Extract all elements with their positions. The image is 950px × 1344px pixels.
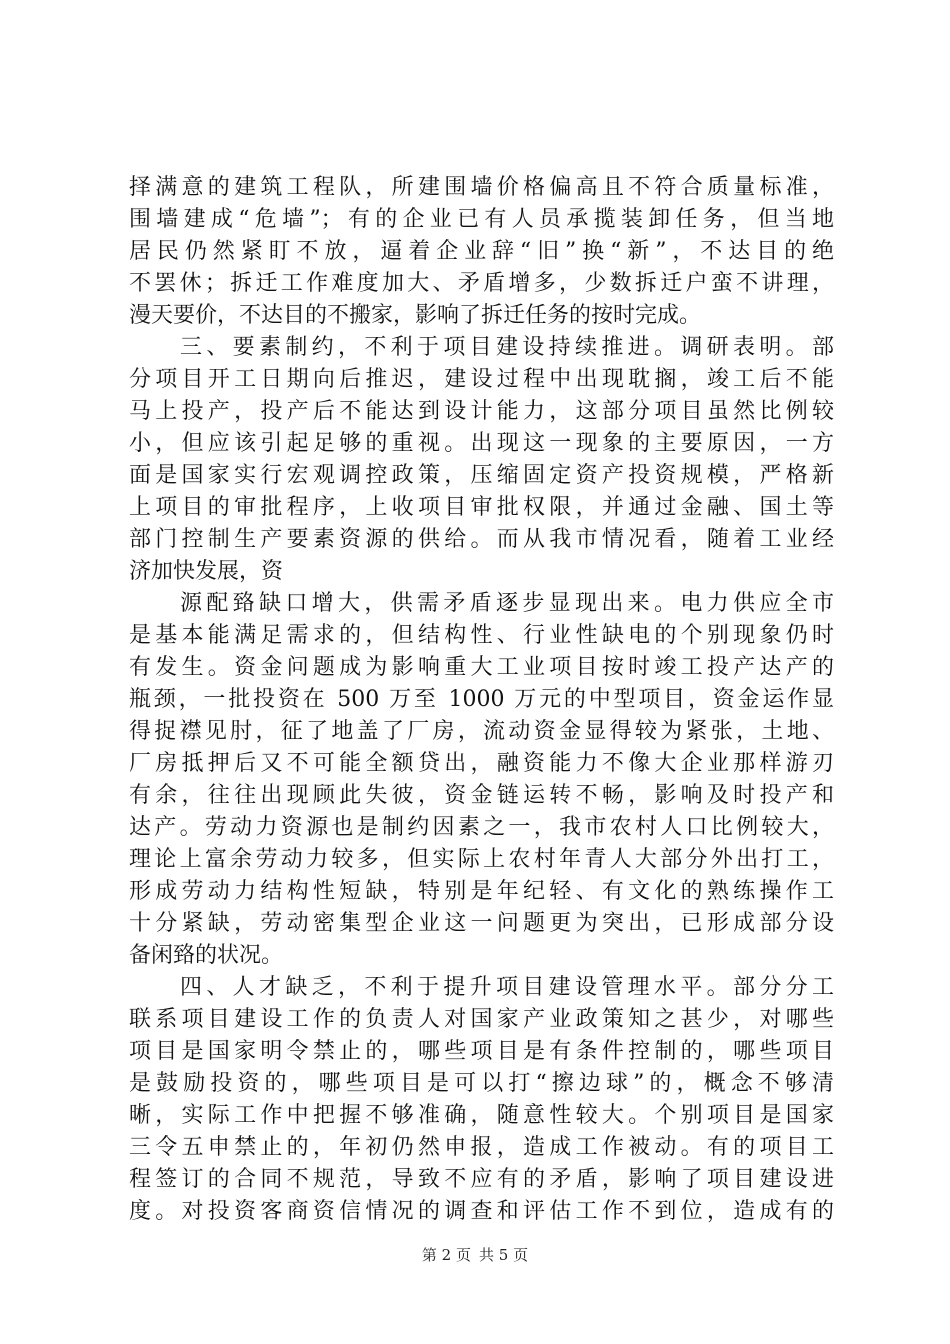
text-line: 分项目开工日期向后推迟，建设过程中出现耽搁，竣工后不能: [129, 367, 834, 392]
text-line: 有发生。资金问题成为影响重大工业项目按时竣工投产达产的: [129, 655, 834, 680]
text-line: 居民仍然紧盯不放，逼着企业辞“旧”换“新”，不达目的绝: [129, 239, 834, 264]
text-line: 十分紧缺，劳动密集型企业这一问题更为突出，已形成部分设: [129, 911, 834, 936]
text-line: 瓶颈，一批投资在 500 万至 1000 万元的中型项目，资金运作显: [129, 687, 834, 712]
text-line: 有余，往往出现顾此失彼，资金链运转不畅，影响及时投产和: [129, 783, 834, 808]
text-line: 漫天要价，不达目的不搬家，影响了拆迁任务的按时完成。: [129, 303, 702, 328]
text-line: 达产。劳动力资源也是制约因素之一，我市农村人口比例较大，: [129, 815, 834, 840]
text-line: 不罢休；拆迁工作难度加大、矛盾增多，少数拆迁户蛮不讲理，: [129, 271, 834, 296]
text-line: 三、要素制约，不利于项目建设持续推进。调研表明。部: [180, 335, 834, 360]
text-line: 理论上富余劳动力较多，但实际上农村年青人大部分外出打工，: [129, 847, 834, 872]
text-line: 上项目的审批程序，上收项目审批权限，并通过金融、国土等: [129, 495, 834, 520]
text-line: 程签订的合同不规范，导致不应有的矛盾，影响了项目建设进: [129, 1167, 834, 1192]
text-line: 厂房抵押后又不可能全额贷出，融资能力不像大企业那样游刃: [129, 751, 834, 776]
text-line: 形成劳动力结构性短缺，特别是年纪轻、有文化的熟练操作工: [129, 879, 834, 904]
text-line: 源配臵缺口增大，供需矛盾逐步显现出来。电力供应全市: [180, 591, 834, 616]
text-line: 是基本能满足需求的，但结构性、行业性缺电的个别现象仍时: [129, 623, 834, 648]
text-line: 备闲臵的状况。: [129, 943, 284, 968]
text-line: 马上投产，投产后不能达到设计能力，这部分项目虽然比例较: [129, 399, 834, 424]
text-line: 小，但应该引起足够的重视。出现这一现象的主要原因，一方: [129, 431, 834, 456]
page-footer: [0, 1245, 950, 1265]
text-line: 项目是国家明令禁止的，哪些项目是有条件控制的，哪些项目: [129, 1039, 834, 1064]
page-number: 第 2 页: [421, 1246, 471, 1264]
text-line: 济加快发展，资: [129, 559, 284, 584]
page-total: 共 5 页: [479, 1246, 529, 1264]
text-line: 是鼓励投资的，哪些项目是可以打“擦边球”的，概念不够清: [129, 1071, 834, 1096]
text-line: 四、人才缺乏，不利于提升项目建设管理水平。部分分工: [180, 975, 834, 1000]
text-line: 面是国家实行宏观调控政策，压缩固定资产投资规模，严格新: [129, 463, 834, 488]
text-line: 联系项目建设工作的负责人对国家产业政策知之甚少，对哪些: [129, 1007, 834, 1032]
text-line: 得捉襟见肘，征了地盖了厂房，流动资金显得较为紧张，土地、: [129, 719, 834, 744]
text-line: 晰，实际工作中把握不够准确，随意性较大。个别项目是国家: [129, 1103, 834, 1128]
text-line: 度。对投资客商资信情况的调查和评估工作不到位，造成有的: [129, 1199, 834, 1224]
text-line: 围墙建成“危墙”；有的企业已有人员承揽装卸任务，但当地: [129, 207, 834, 232]
text-line: 择满意的建筑工程队，所建围墙价格偏高且不符合质量标准，: [129, 175, 834, 200]
text-line: 三令五申禁止的，年初仍然申报，造成工作被动。有的项目工: [129, 1135, 834, 1160]
text-line: 部门控制生产要素资源的供给。而从我市情况看，随着工业经: [129, 527, 834, 552]
document-body: [129, 172, 834, 1228]
